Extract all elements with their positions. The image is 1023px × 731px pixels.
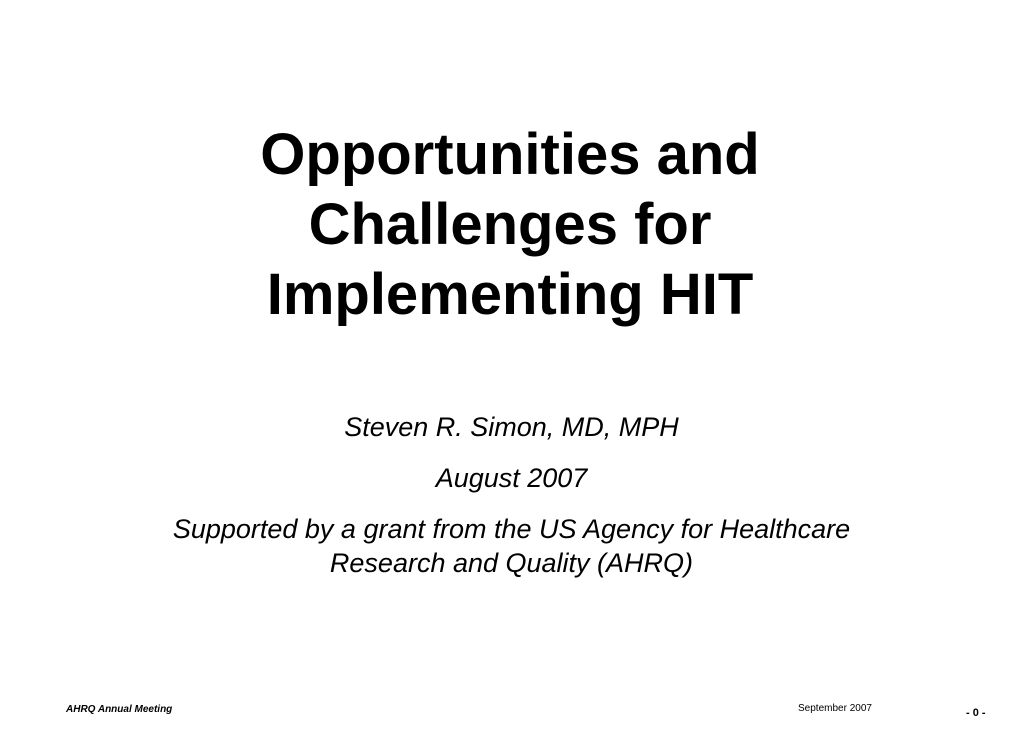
slide-title-line-1: Opportunities and bbox=[260, 122, 760, 187]
grant-acknowledgement bbox=[60, 512, 963, 580]
grant-line-2: Research and Quality (AHRQ) bbox=[329, 548, 694, 578]
presentation-date: August 2007 bbox=[435, 463, 588, 493]
slide-title-line-3: Implementing HIT bbox=[266, 262, 754, 327]
slide-title bbox=[200, 120, 820, 330]
footer-date: September 2007 bbox=[798, 703, 872, 714]
page-number: - 0 - bbox=[966, 707, 986, 719]
slide-title-line-2: Challenges for bbox=[308, 192, 712, 257]
author-name: Steven R. Simon, MD, MPH bbox=[344, 412, 679, 442]
footer-meeting-name: AHRQ Annual Meeting bbox=[66, 704, 173, 715]
grant-line-1: Supported by a grant from the US Agency for Healthcare bbox=[172, 514, 851, 544]
